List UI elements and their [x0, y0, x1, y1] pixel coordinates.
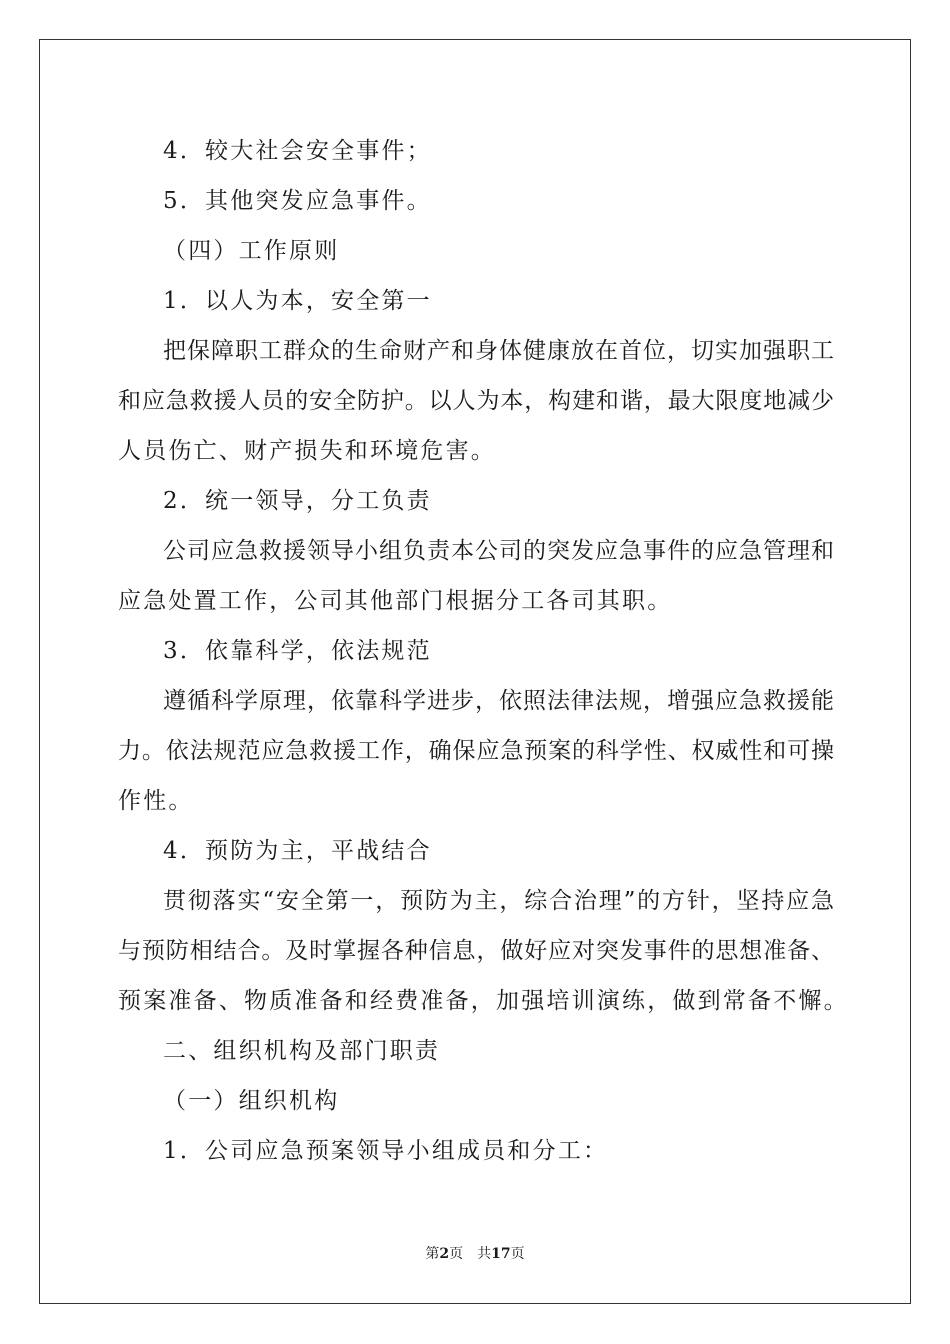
- principle-heading: 3．依靠科学，依法规范: [163, 638, 432, 664]
- total-unit: 页: [510, 1246, 525, 1262]
- section-heading: 二、组织机构及部门职责: [163, 1038, 441, 1064]
- text-line: 遵循科学原理，依靠科学进步，依照法律法规，增强应急救援能: [163, 688, 834, 714]
- text-line: 公司应急救援领导小组负责本公司的突发应急事件的应急管理和: [163, 538, 834, 564]
- page-unit: 页: [449, 1246, 464, 1262]
- page-prefix: 第: [425, 1246, 440, 1262]
- page-footer: [0, 1244, 950, 1264]
- text-line: 1．公司应急预案领导小组成员和分工：: [163, 1138, 609, 1164]
- text-line: 人员伤亡、财产损失和环境危害。: [118, 438, 496, 464]
- text-line: 5．其他突发应急事件。: [163, 188, 432, 214]
- text-line: 和应急救援人员的安全防护。以人为本，构建和谐，最大限度地减少: [118, 388, 834, 414]
- page-current: 2: [439, 1246, 450, 1262]
- principle-heading: 2．统一领导，分工负责: [163, 488, 432, 514]
- page-total: 17: [491, 1246, 511, 1262]
- text-line: 贯彻落实“安全第一，预防为主，综合治理”的方针，坚持应急: [163, 888, 834, 914]
- text-line: 4．较大社会安全事件；: [163, 138, 432, 164]
- principle-heading: 1．以人为本，安全第一: [163, 288, 432, 314]
- text-line: 作性。: [118, 788, 194, 814]
- text-line: 应急处置工作，公司其他部门根据分工各司其职。: [118, 588, 673, 614]
- text-line: 把保障职工群众的生命财产和身体健康放在首位，切实加强职工: [163, 338, 834, 364]
- text-line: 力。依法规范应急救援工作，确保应急预案的科学性、权威性和可操: [118, 738, 834, 764]
- text-line: 与预防相结合。及时掌握各种信息，做好应对突发事件的思想准备、: [118, 938, 834, 964]
- total-prefix: 共: [477, 1246, 492, 1262]
- principle-heading: 4．预防为主，平战结合: [163, 838, 432, 864]
- section-heading: （一）组织机构: [163, 1088, 340, 1114]
- text-line: 预案准备、物质准备和经费准备，加强培训演练，做到常备不懈。: [118, 988, 849, 1014]
- section-heading: （四）工作原则: [163, 238, 340, 264]
